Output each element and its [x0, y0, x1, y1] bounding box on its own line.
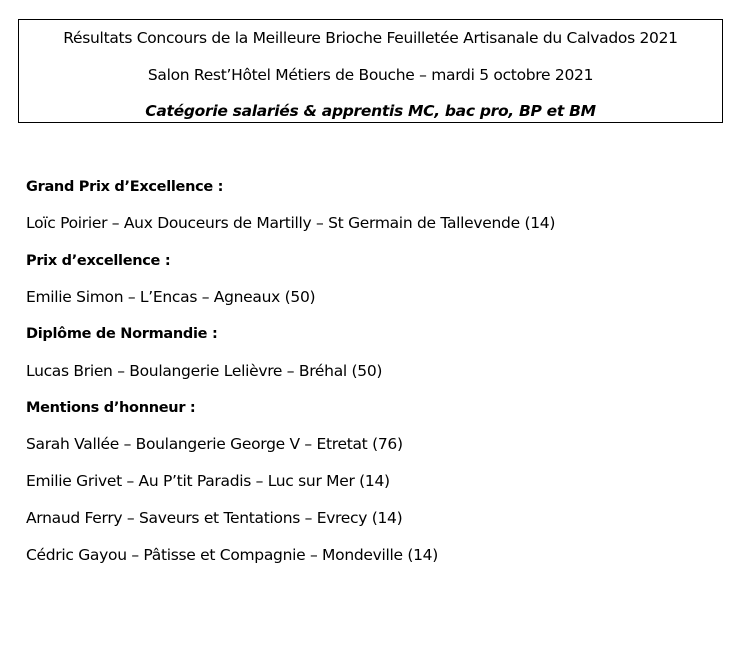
category-line: Catégorie salariés & apprentis MC, bac pro, BP et BM: [145, 102, 596, 120]
winner-line: Lucas Brien – Boulangerie Lelièvre – Bréhal (50): [26, 362, 383, 380]
winner-line: Sarah Vallée – Boulangerie George V – Etretat (76): [26, 435, 403, 453]
header-box: [18, 19, 723, 123]
section-heading-mentions: Mentions d’honneur :: [26, 400, 196, 416]
document-title: Résultats Concours de la Meilleure Brioche Feuilletée Artisanale du Calvados 2021: [63, 29, 678, 47]
winner-line: Emilie Simon – L’Encas – Agneaux (50): [26, 288, 316, 306]
event-subtitle: Salon Rest’Hôtel Métiers de Bouche – mardi 5 octobre 2021: [147, 66, 594, 84]
section-heading-diplome: Diplôme de Normandie :: [26, 326, 218, 342]
winner-line: Cédric Gayou – Pâtisse et Compagnie – Mondeville (14): [26, 546, 438, 564]
winner-line: Loïc Poirier – Aux Douceurs de Martilly – St Germain de Tallevende (14): [26, 214, 556, 232]
section-heading-grand-prix: Grand Prix d’Excellence :: [26, 179, 224, 195]
section-heading-prix-excellence: Prix d’excellence :: [26, 253, 171, 269]
winner-line: Emilie Grivet – Au P’tit Paradis – Luc sur Mer (14): [26, 472, 390, 490]
winner-line: Arnaud Ferry – Saveurs et Tentations – Evrecy (14): [26, 509, 403, 527]
